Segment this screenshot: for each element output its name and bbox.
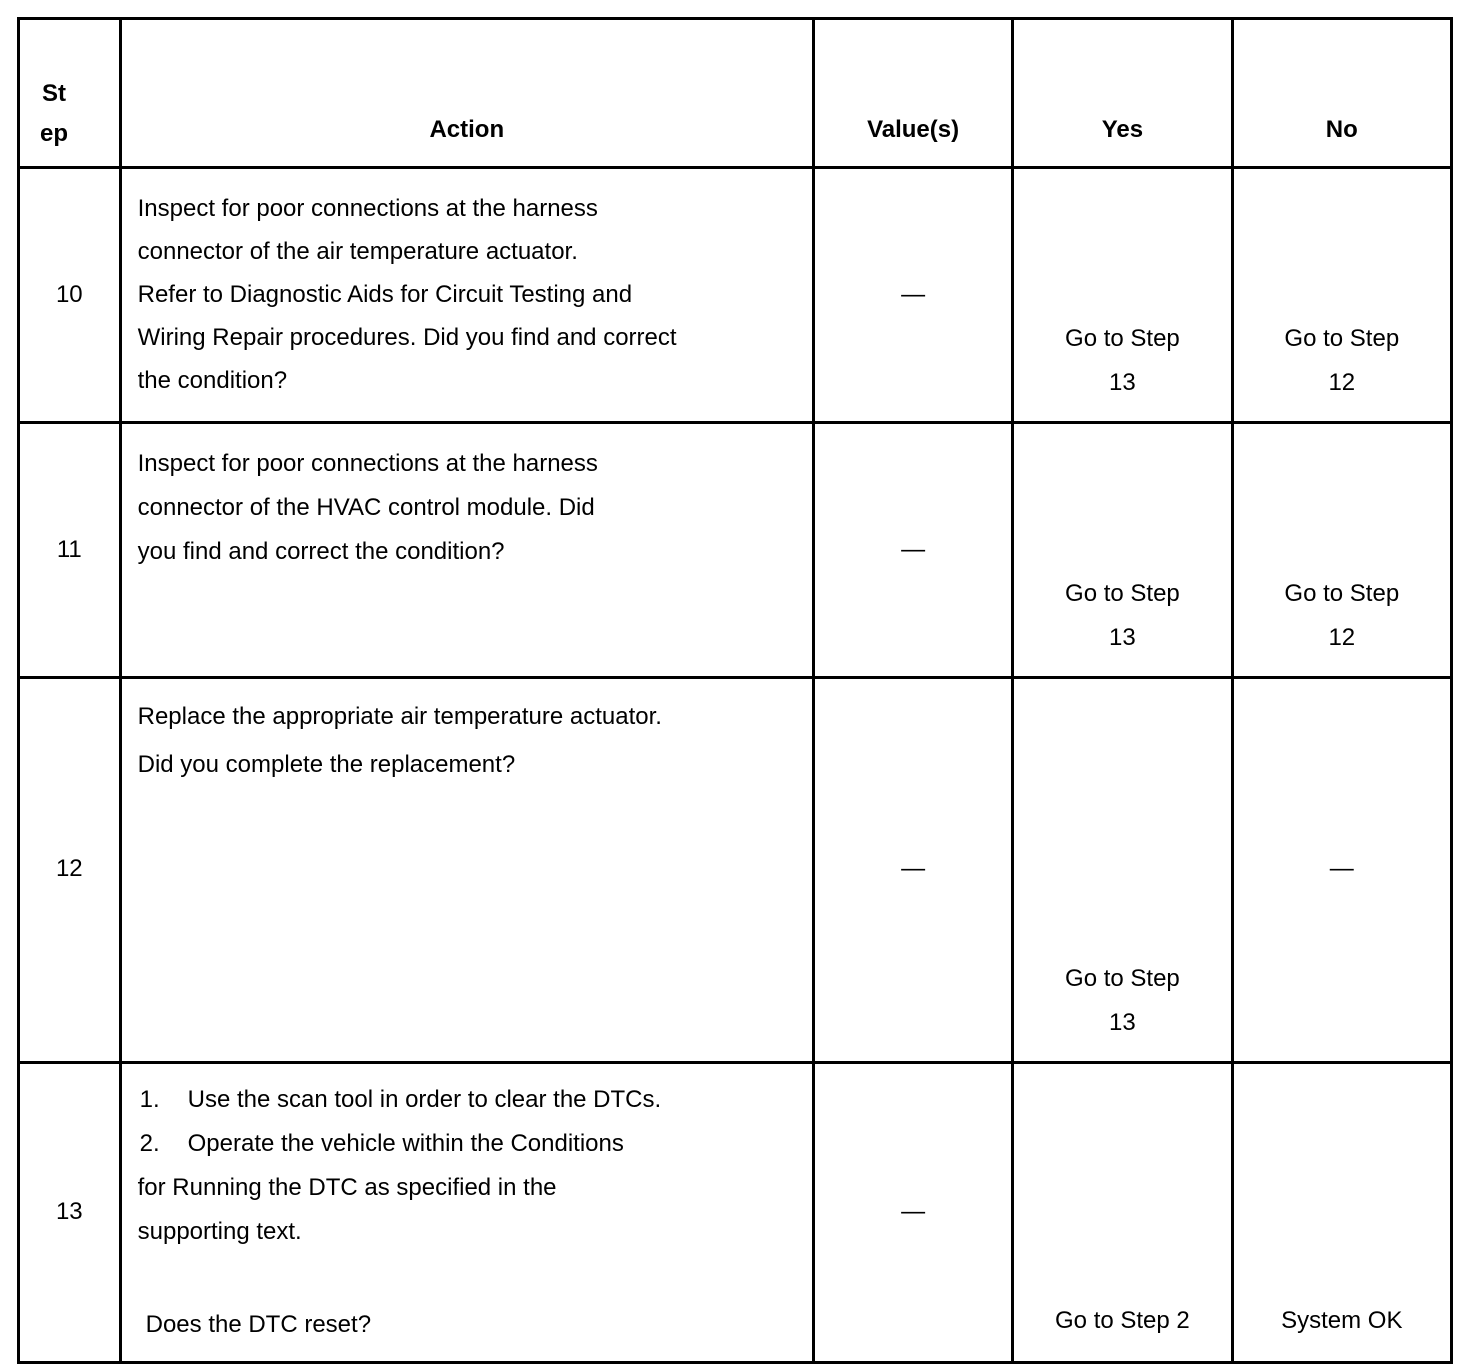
- yes-cell: [1013, 423, 1232, 678]
- table-header-row: [19, 19, 1452, 168]
- action-cell: [120, 423, 813, 678]
- action-cell: [120, 168, 813, 423]
- yes-target: Go to Step 13: [1065, 580, 1180, 651]
- yes-target: Go to Step 13: [1065, 965, 1180, 1036]
- action-text: Inspect for poor connections at the harness connector of the HVAC control module. Did you find and correct the condition?: [137, 450, 598, 565]
- list-item-number: 2.: [139, 1130, 160, 1157]
- list-item-number: 1.: [139, 1086, 160, 1113]
- header-step-label: St ep: [39, 80, 68, 147]
- table-row: [19, 423, 1452, 678]
- header-no: [1232, 19, 1451, 168]
- yes-target: Go to Step 2: [1055, 1307, 1190, 1334]
- value-cell: [813, 678, 1012, 1063]
- step-number: 11: [56, 536, 82, 563]
- no-cell: [1232, 168, 1451, 423]
- value-cell: [813, 168, 1012, 423]
- value-cell: [813, 423, 1012, 678]
- step-number: 10: [55, 281, 83, 308]
- no-target: —: [1329, 855, 1354, 882]
- action-question: Does the DTC reset?: [145, 1311, 372, 1338]
- action-cell: [120, 678, 813, 1063]
- value-text: —: [901, 536, 926, 563]
- header-values-label: Value(s): [867, 116, 960, 143]
- value-text: —: [901, 855, 926, 882]
- yes-cell: [1013, 168, 1232, 423]
- list-item-text: Use the scan tool in order to clear the DTCs.: [187, 1086, 662, 1113]
- step-number: 12: [55, 855, 83, 882]
- header-values: [813, 19, 1012, 168]
- list-item: [140, 1122, 796, 1166]
- value-text: —: [901, 281, 926, 308]
- no-cell: [1232, 678, 1451, 1063]
- action-text: Inspect for poor connections at the harness connector of the air temperature actuator. Refer to Diagnostic Aids for Circuit Testing and Wiring Repair procedures. Did you find and correct the condition?: [137, 195, 677, 394]
- no-target: System OK: [1281, 1307, 1403, 1334]
- header-step: [19, 19, 121, 168]
- table-row: [19, 168, 1452, 423]
- action-step-list: [122, 1064, 812, 1166]
- no-cell: [1232, 1063, 1451, 1363]
- yes-target: Go to Step 13: [1065, 325, 1180, 396]
- step-number: 13: [55, 1198, 83, 1225]
- step-cell: [19, 1063, 121, 1363]
- diagnostic-table: [17, 17, 1453, 1364]
- value-text: —: [901, 1198, 926, 1225]
- table-row: [19, 1063, 1452, 1363]
- list-item-text: Operate the vehicle within the Conditions: [187, 1130, 624, 1157]
- step-cell: [19, 678, 121, 1063]
- header-yes-label: Yes: [1101, 116, 1144, 143]
- table-row: [19, 678, 1452, 1063]
- step-cell: [19, 423, 121, 678]
- no-cell: [1232, 423, 1451, 678]
- value-cell: [813, 1063, 1012, 1363]
- list-item: [140, 1078, 796, 1122]
- no-target: Go to Step 12: [1284, 580, 1400, 651]
- action-text: Replace the appropriate air temperature actuator. Did you complete the replacement?: [137, 703, 662, 778]
- step-cell: [19, 168, 121, 423]
- header-action: [120, 19, 813, 168]
- yes-cell: [1013, 678, 1232, 1063]
- header-action-label: Action: [429, 116, 505, 143]
- action-continuation: for Running the DTC as specified in the supporting text.: [137, 1174, 557, 1245]
- action-cell: [120, 1063, 813, 1363]
- no-target: Go to Step 12: [1284, 325, 1400, 396]
- header-yes: [1013, 19, 1232, 168]
- yes-cell: [1013, 1063, 1232, 1363]
- header-no-label: No: [1325, 116, 1358, 143]
